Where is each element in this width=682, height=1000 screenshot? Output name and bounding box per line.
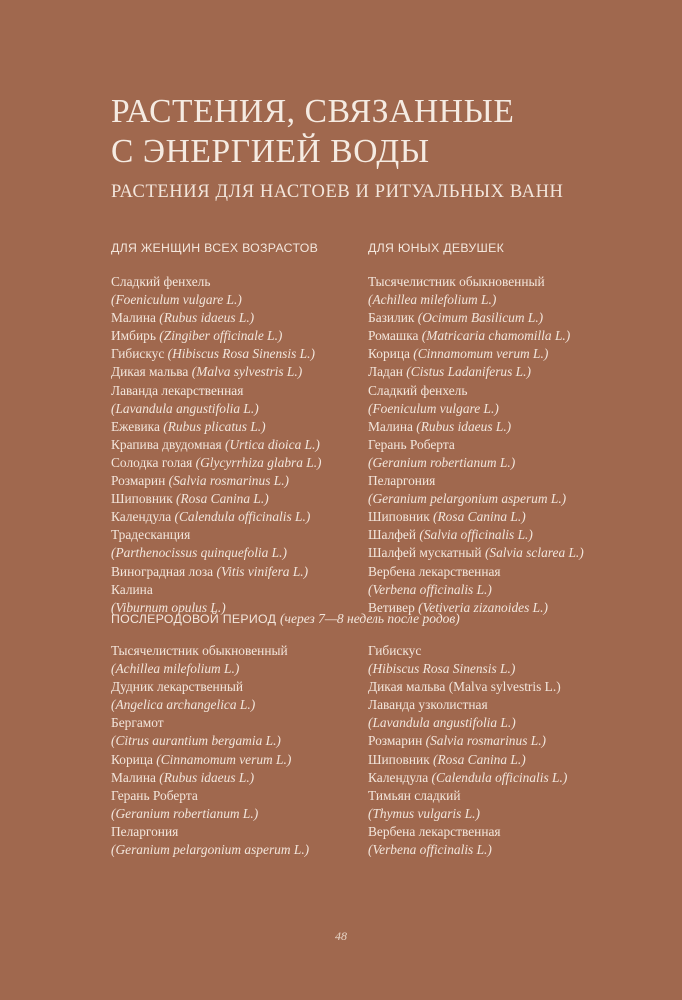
- plant-common-name: Герань Роберта: [368, 436, 455, 452]
- plant-latin-name: (Zingiber officinale L.): [159, 328, 283, 344]
- plant-common-name: Виноградная лоза: [111, 563, 217, 579]
- plant-latin-name: (Hibiscus Rosa Sinensis L.): [167, 346, 315, 362]
- plant-line: [368, 327, 618, 345]
- plant-common-name: Тимьян сладкий: [368, 787, 461, 803]
- plant-line: [368, 544, 618, 562]
- plant-line: [111, 581, 361, 599]
- plant-common-name: Ветивер: [368, 599, 419, 615]
- plant-latin-name: (Foeniculum vulgare L.): [111, 292, 242, 308]
- plant-latin-name: (Cistus Ladaniferus L.): [406, 364, 531, 380]
- title-line-2: С ЭНЕРГИЕЙ ВОДЫ: [111, 133, 430, 170]
- plant-common-name: Дудник лекарственный: [111, 679, 244, 695]
- plant-line: [368, 526, 618, 544]
- plant-line: [368, 454, 618, 472]
- plant-common-name: Ладан: [368, 364, 407, 380]
- plant-common-name: Шиповник: [368, 751, 434, 767]
- plant-line: [368, 472, 618, 490]
- plant-common-name: Малина: [111, 310, 160, 326]
- plant-common-name: Вербена лекарственная: [368, 823, 501, 839]
- plant-common-name: Розмарин: [111, 473, 169, 489]
- plant-line: [368, 581, 618, 599]
- plant-latin-name: (Rubus idaeus L.): [159, 769, 255, 785]
- plant-line: [368, 345, 618, 363]
- plant-latin-name: (Salvia officinalis L.): [419, 527, 533, 543]
- plant-latin-name: (Thymus vulgaris L.): [368, 805, 480, 821]
- plant-line: [368, 769, 618, 787]
- plant-latin-name: (Glycyrrhiza glabra L.): [195, 454, 322, 470]
- plant-common-name: Сладкий фенхель: [368, 382, 468, 398]
- plant-common-name: Календула: [368, 769, 432, 785]
- plant-latin-name: (Verbena officinalis L.): [368, 842, 492, 858]
- plant-line: [368, 363, 618, 381]
- plant-common-name: Ромашка: [368, 328, 422, 344]
- plant-line: [368, 291, 618, 309]
- plant-line: [111, 732, 361, 750]
- plant-line: [111, 418, 361, 436]
- plant-line: [111, 769, 361, 787]
- plant-common-name: Сладкий фенхель: [111, 274, 211, 289]
- plant-common-name: Имбирь: [111, 328, 160, 344]
- plant-line: [368, 273, 618, 291]
- plant-line: [111, 841, 361, 859]
- plant-common-name: Малина: [368, 418, 417, 434]
- plant-latin-name: (Urtica dioica L.): [225, 436, 320, 452]
- plant-latin-name: (Salvia rosmarinus L.): [168, 473, 290, 489]
- plant-common-name: Дикая мальва (Malva sylvestris L.): [368, 679, 561, 695]
- plant-common-name: Шиповник: [111, 491, 177, 507]
- plant-line: [111, 327, 361, 345]
- plant-list-postpartum-right: [368, 642, 618, 859]
- plant-latin-name: (Parthenocissus quinquefolia L.): [111, 545, 287, 561]
- plant-latin-name: (Angelica archangelica L.): [111, 697, 256, 713]
- plant-latin-name: (Rosa Canina L.): [433, 751, 526, 767]
- plant-line: [368, 436, 618, 454]
- plant-line: [368, 841, 618, 859]
- postpartum-heading-text: ПОСЛЕРОДОВОЙ ПЕРИОД: [111, 612, 277, 626]
- section-heading-postpartum: [111, 611, 460, 627]
- plant-line: [111, 291, 361, 309]
- plant-line: [368, 732, 618, 750]
- plant-common-name: Гибискус: [111, 346, 168, 362]
- plant-common-name: Ежевика: [111, 418, 164, 434]
- plant-latin-name: (Salvia sclarea L.): [484, 545, 584, 561]
- plant-list-girls: [368, 273, 618, 617]
- plant-line: [368, 823, 618, 841]
- plant-latin-name: (Viburnum opulus L.): [111, 599, 226, 615]
- plant-common-name: Солодка голая: [111, 454, 196, 470]
- plant-line: [111, 490, 361, 508]
- plant-common-name: Лаванда лекарственная: [111, 382, 244, 398]
- plant-latin-name: (Calendula officinalis L.): [174, 509, 311, 525]
- plant-common-name: Шиповник: [368, 509, 434, 525]
- plant-latin-name: (Geranium pelargonium asperum L.): [368, 491, 567, 507]
- plant-line: [111, 526, 361, 544]
- postpartum-note: (через 7—8 недель после родов): [280, 611, 460, 626]
- plant-latin-name: (Vitis vinifera L.): [216, 563, 309, 579]
- plant-line: [368, 678, 618, 696]
- plant-line: [111, 544, 361, 562]
- plant-latin-name: (Rubus plicatus L.): [163, 418, 266, 434]
- plant-latin-name: (Lavandula angustifolia L.): [111, 400, 259, 416]
- plant-latin-name: (Foeniculum vulgare L.): [368, 400, 499, 416]
- plant-line: [368, 508, 618, 526]
- plant-latin-name: (Achillea milefolium L.): [111, 661, 240, 677]
- plant-line: [368, 642, 618, 660]
- section-heading-women: ДЛЯ ЖЕНЩИН ВСЕХ ВОЗРАСТОВ: [111, 241, 319, 255]
- plant-common-name: Герань Роберта: [111, 787, 198, 803]
- plant-common-name: Дикая мальва: [111, 364, 192, 380]
- plant-line: [111, 751, 361, 769]
- plant-line: [111, 363, 361, 381]
- plant-latin-name: (Verbena officinalis L.): [368, 581, 492, 597]
- plant-common-name: Шалфей мускатный: [368, 545, 485, 561]
- plant-line: [368, 400, 618, 418]
- plant-common-name: Крапива двудомная: [111, 436, 226, 452]
- plant-line: [111, 660, 361, 678]
- plant-common-name: Пеларгония: [368, 473, 436, 489]
- plant-line: [368, 563, 618, 581]
- plant-line: [368, 490, 618, 508]
- plant-line: [111, 436, 361, 454]
- plant-line: [111, 642, 361, 660]
- plant-latin-name: (Geranium robertianum L.): [111, 805, 259, 821]
- plant-common-name: Тысячелистник обыкновенный: [111, 643, 288, 658]
- plant-line: [368, 309, 618, 327]
- plant-line: [111, 309, 361, 327]
- plant-common-name: Календула: [111, 509, 175, 525]
- plant-list-postpartum-left: [111, 642, 361, 859]
- plant-common-name: Гибискус: [368, 643, 422, 658]
- plant-latin-name: (Geranium pelargonium asperum L.): [111, 842, 310, 858]
- plant-latin-name: (Salvia rosmarinus L.): [425, 733, 547, 749]
- plant-latin-name: (Rosa Canina L.): [433, 509, 526, 525]
- plant-latin-name: (Ocimum Basilicum L.): [417, 310, 544, 326]
- plant-latin-name: (Matricaria chamomilla L.): [421, 328, 571, 344]
- plant-line: [111, 787, 361, 805]
- plant-line: [368, 696, 618, 714]
- plant-latin-name: (Rubus idaeus L.): [159, 310, 255, 326]
- plant-line: [111, 454, 361, 472]
- plant-common-name: Бергамот: [111, 715, 164, 731]
- plant-line: [111, 823, 361, 841]
- plant-common-name: Лаванда узколистная: [368, 697, 488, 713]
- section-heading-girls: ДЛЯ ЮНЫХ ДЕВУШЕК: [368, 241, 505, 255]
- plant-line: [111, 678, 361, 696]
- plant-line: [111, 472, 361, 490]
- plant-line: [111, 382, 361, 400]
- plant-latin-name: (Malva sylvestris L.): [191, 364, 303, 380]
- plant-latin-name: (Hibiscus Rosa Sinensis L.): [368, 661, 516, 677]
- plant-line: [368, 382, 618, 400]
- plant-latin-name: (Rubus idaeus L.): [416, 418, 512, 434]
- plant-common-name: Пеларгония: [111, 823, 179, 839]
- plant-line: [368, 751, 618, 769]
- plant-line: [111, 714, 361, 732]
- plant-common-name: Корица: [111, 751, 157, 767]
- plant-common-name: Традесканция: [111, 527, 191, 543]
- plant-line: [111, 400, 361, 418]
- plant-latin-name: (Calendula officinalis L.): [431, 769, 568, 785]
- plant-line: [111, 805, 361, 823]
- plant-line: [111, 696, 361, 714]
- plant-latin-name: (Vetiveria zizanoides L.): [418, 599, 548, 615]
- plant-common-name: Шалфей: [368, 527, 420, 543]
- plant-latin-name: (Achillea milefolium L.): [368, 292, 497, 308]
- plant-latin-name: (Geranium robertianum L.): [368, 454, 516, 470]
- plant-line: [368, 660, 618, 678]
- plant-line: [111, 508, 361, 526]
- plant-latin-name: (Lavandula angustifolia L.): [368, 715, 516, 731]
- plant-list-women: [111, 273, 361, 617]
- plant-common-name: Тысячелистник обыкновенный: [368, 274, 545, 289]
- page-number: 48: [335, 929, 347, 943]
- plant-latin-name: (Cinnamomum verum L.): [413, 346, 549, 362]
- plant-latin-name: (Citrus aurantium bergamia L.): [111, 733, 281, 749]
- page-subtitle: РАСТЕНИЯ ДЛЯ НАСТОЕВ И РИТУАЛЬНЫХ ВАНН: [111, 182, 564, 202]
- plant-common-name: Розмарин: [368, 733, 426, 749]
- plant-line: [368, 805, 618, 823]
- title-line-1: РАСТЕНИЯ, СВЯЗАННЫЕ: [111, 93, 515, 130]
- plant-latin-name: (Cinnamomum verum L.): [156, 751, 292, 767]
- page-title: [111, 92, 514, 172]
- plant-line: [368, 418, 618, 436]
- plant-common-name: Малина: [111, 769, 160, 785]
- plant-common-name: Корица: [368, 346, 414, 362]
- plant-line: [111, 345, 361, 363]
- plant-common-name: Калина: [111, 581, 153, 597]
- plant-common-name: Базилик: [368, 310, 418, 326]
- plant-line: [368, 787, 618, 805]
- plant-line: [111, 273, 361, 291]
- plant-line: [111, 563, 361, 581]
- plant-line: [368, 714, 618, 732]
- plant-common-name: Вербена лекарственная: [368, 563, 501, 579]
- plant-latin-name: (Rosa Canina L.): [176, 491, 269, 507]
